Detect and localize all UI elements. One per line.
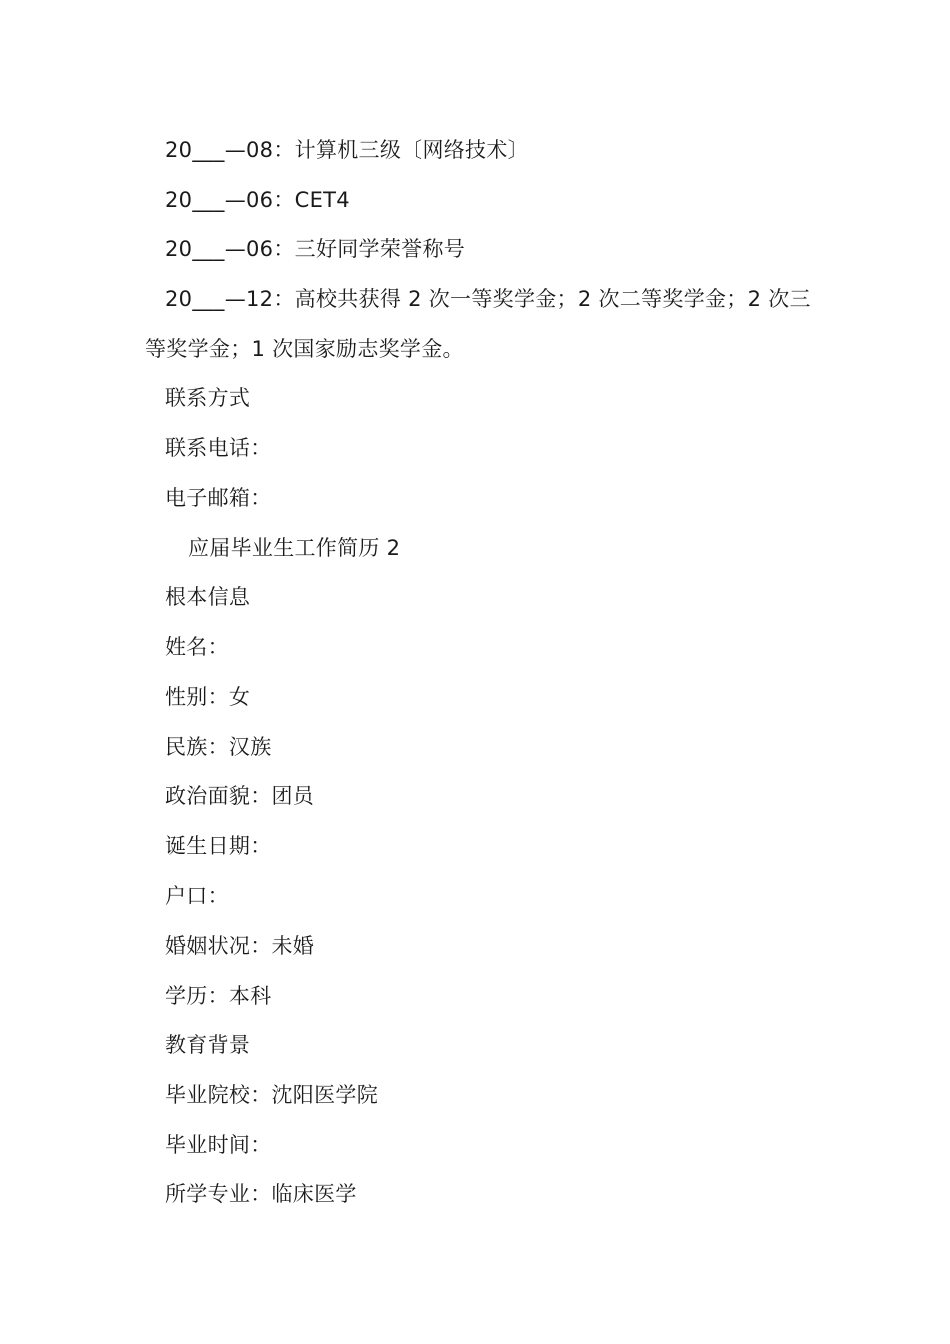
edu-major: 所学专业：临床医学 xyxy=(165,1182,357,1206)
info-household: 户口： xyxy=(165,884,229,908)
award-line-scholarship-cont: 等奖学金；1 次国家励志奖学金。 xyxy=(145,337,464,361)
contact-email: 电子邮箱： xyxy=(165,486,272,510)
info-gender: 性别：女 xyxy=(165,685,251,709)
section-heading-basic-info: 根本信息 xyxy=(165,585,251,609)
edu-graduation-time: 毕业时间： xyxy=(165,1133,272,1157)
section-heading-education: 教育背景 xyxy=(165,1033,251,1057)
cert-line-cet4: 20___—06：CET4 xyxy=(165,188,350,212)
award-line-honor: 20___—06：三好同学荣誉称号 xyxy=(165,237,466,261)
info-birth-date: 诞生日期： xyxy=(165,834,272,858)
cert-line-computer: 20___—08：计算机三级〔网络技术〕 xyxy=(165,138,529,162)
contact-phone: 联系电话： xyxy=(165,436,272,460)
info-name: 姓名： xyxy=(165,635,229,659)
resume-title: 应届毕业生工作简历 2 xyxy=(188,536,401,560)
award-line-scholarship: 20___—12：高校共获得 2 次一等奖学金；2 次二等奖学金；2 次三 xyxy=(165,287,811,311)
edu-school: 毕业院校：沈阳医学院 xyxy=(165,1083,378,1107)
section-heading-contact: 联系方式 xyxy=(165,386,251,410)
info-marital-status: 婚姻状况：未婚 xyxy=(165,934,315,958)
info-ethnicity: 民族：汉族 xyxy=(165,735,272,759)
info-political-status: 政治面貌：团员 xyxy=(165,784,315,808)
info-education-level: 学历：本科 xyxy=(165,984,272,1008)
